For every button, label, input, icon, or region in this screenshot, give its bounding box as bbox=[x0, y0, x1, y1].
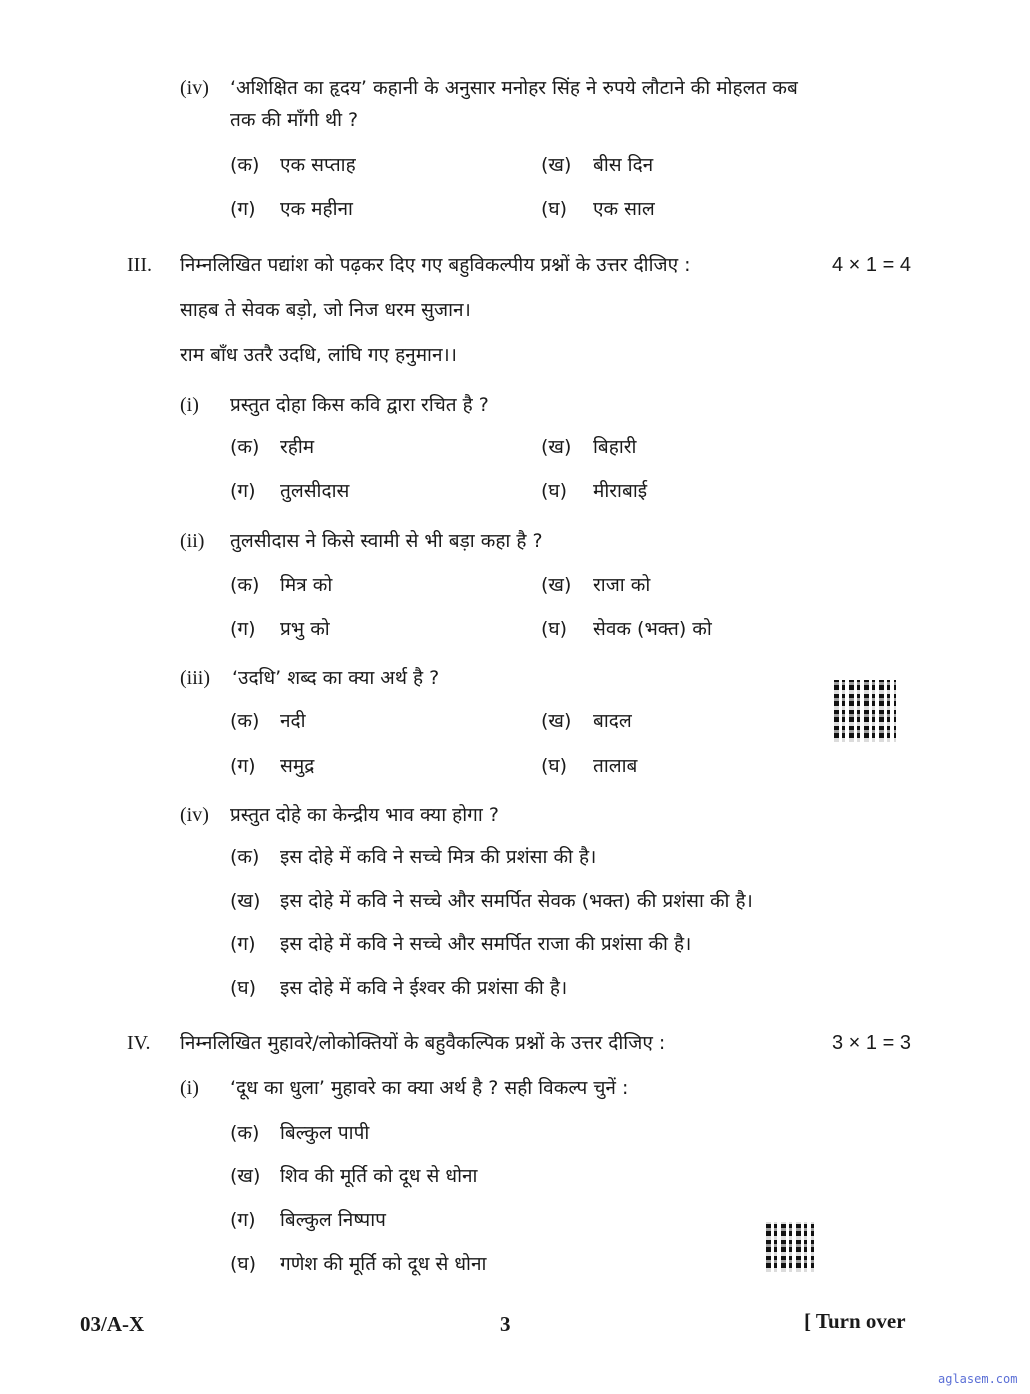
option-text: इस दोहे में कवि ने सच्चे और समर्पित सेवक (भक्त) की प्रशंसा की है। bbox=[280, 890, 753, 912]
question-text: ‘दूध का धुला’ मुहावरे का क्या अर्थ है ? सही विकल्प चुनें : bbox=[230, 1077, 629, 1099]
turn-over-note: [ Turn over bbox=[804, 1309, 906, 1333]
option-text: इस दोहे में कवि ने ईश्वर की प्रशंसा की है। bbox=[280, 977, 568, 999]
option-text: गणेश की मूर्ति को दूध से धोना bbox=[280, 1253, 487, 1275]
option-label: (क) bbox=[230, 436, 260, 458]
option-text: तुलसीदास bbox=[280, 480, 350, 502]
option-text: प्रभु को bbox=[280, 618, 330, 640]
option-label: (घ) bbox=[541, 755, 568, 777]
option-text: बिहारी bbox=[593, 436, 637, 458]
option-label: (ग) bbox=[230, 198, 256, 220]
option-label: (क) bbox=[230, 574, 260, 596]
option-label: (ग) bbox=[230, 933, 256, 955]
question-text: प्रस्तुत दोहा किस कवि द्वारा रचित है ? bbox=[230, 394, 489, 416]
option-label: (क) bbox=[230, 846, 260, 868]
option-label: (घ) bbox=[541, 618, 568, 640]
page-number: 3 bbox=[500, 1312, 511, 1336]
option-label: (ख) bbox=[230, 1165, 261, 1187]
option-text: मित्र को bbox=[280, 574, 333, 596]
option-text: बिल्कुल निष्पाप bbox=[280, 1209, 386, 1231]
question-text: तुलसीदास ने किसे स्वामी से भी बड़ा कहा है ? bbox=[230, 530, 543, 552]
option-text: सेवक (भक्त) को bbox=[593, 618, 712, 640]
option-label: (ख) bbox=[541, 154, 572, 176]
question-number: (iv) bbox=[180, 804, 209, 826]
question-number: (ii) bbox=[180, 530, 205, 552]
question-text: प्रस्तुत दोहे का केन्द्रीय भाव क्या होगा ? bbox=[230, 804, 499, 826]
question-text-continued: तक की माँगी थी ? bbox=[230, 109, 359, 131]
option-text: एक साल bbox=[593, 198, 655, 220]
option-text: एक महीना bbox=[280, 198, 353, 220]
watermark: aglasem.com bbox=[938, 1372, 1018, 1386]
option-label: (ख) bbox=[541, 574, 572, 596]
datamatrix-code bbox=[834, 680, 896, 742]
paper-code: 03/A-X bbox=[80, 1312, 145, 1336]
section-number: III. bbox=[127, 254, 152, 276]
option-text: तालाब bbox=[593, 755, 638, 777]
option-label: (ख) bbox=[230, 890, 261, 912]
option-text: शिव की मूर्ति को दूध से धोना bbox=[280, 1165, 478, 1187]
option-text: बादल bbox=[593, 710, 632, 732]
question-number: (i) bbox=[180, 394, 199, 416]
option-text: समुद्र bbox=[280, 755, 315, 777]
question-number: (i) bbox=[180, 1077, 199, 1099]
option-text: एक सप्ताह bbox=[280, 154, 356, 176]
option-text: इस दोहे में कवि ने सच्चे मित्र की प्रशंसा की है। bbox=[280, 846, 597, 868]
question-text: ‘अशिक्षित का हृदय’ कहानी के अनुसार मनोहर सिंह ने रुपये लौटाने की मोहलत कब bbox=[230, 77, 798, 99]
question-number: (iii) bbox=[180, 667, 210, 689]
section-instruction: निम्नलिखित पद्यांश को पढ़कर दिए गए बहुविकल्पीय प्रश्नों के उत्तर दीजिए : bbox=[180, 254, 691, 276]
question-number: (iv) bbox=[180, 77, 209, 99]
option-label: (क) bbox=[230, 1122, 260, 1144]
option-label: (घ) bbox=[230, 1253, 257, 1275]
option-label: (घ) bbox=[541, 198, 568, 220]
section-instruction: निम्नलिखित मुहावरे/लोकोक्तियों के बहुवैकल्पिक प्रश्नों के उत्तर दीजिए : bbox=[180, 1032, 666, 1054]
verse-line: साहब ते सेवक बड़ो, जो निज धरम सुजान। bbox=[180, 299, 471, 321]
option-label: (ग) bbox=[230, 755, 256, 777]
option-label: (क) bbox=[230, 154, 260, 176]
option-label: (ग) bbox=[230, 480, 256, 502]
datamatrix-code bbox=[766, 1222, 814, 1272]
option-label: (घ) bbox=[230, 977, 257, 999]
option-label: (घ) bbox=[541, 480, 568, 502]
question-text: ‘उदधि’ शब्द का क्या अर्थ है ? bbox=[232, 667, 440, 689]
option-text: बिल्कुल पापी bbox=[280, 1122, 370, 1144]
section-marks: 4 × 1 = 4 bbox=[832, 254, 911, 276]
option-label: (ख) bbox=[541, 436, 572, 458]
option-text: इस दोहे में कवि ने सच्चे और समर्पित राजा की प्रशंसा की है। bbox=[280, 933, 692, 955]
section-number: IV. bbox=[127, 1032, 151, 1054]
verse-line: राम बाँध उतरै उदधि, लांघि गए हनुमान।। bbox=[180, 344, 457, 366]
option-text: राजा को bbox=[593, 574, 651, 596]
option-label: (ग) bbox=[230, 618, 256, 640]
option-text: रहीम bbox=[280, 436, 315, 458]
option-text: बीस दिन bbox=[593, 154, 654, 176]
section-marks: 3 × 1 = 3 bbox=[832, 1032, 911, 1054]
option-label: (ग) bbox=[230, 1209, 256, 1231]
option-label: (ख) bbox=[541, 710, 572, 732]
option-text: नदी bbox=[280, 710, 306, 732]
option-text: मीराबाई bbox=[593, 480, 648, 502]
option-label: (क) bbox=[230, 710, 260, 732]
